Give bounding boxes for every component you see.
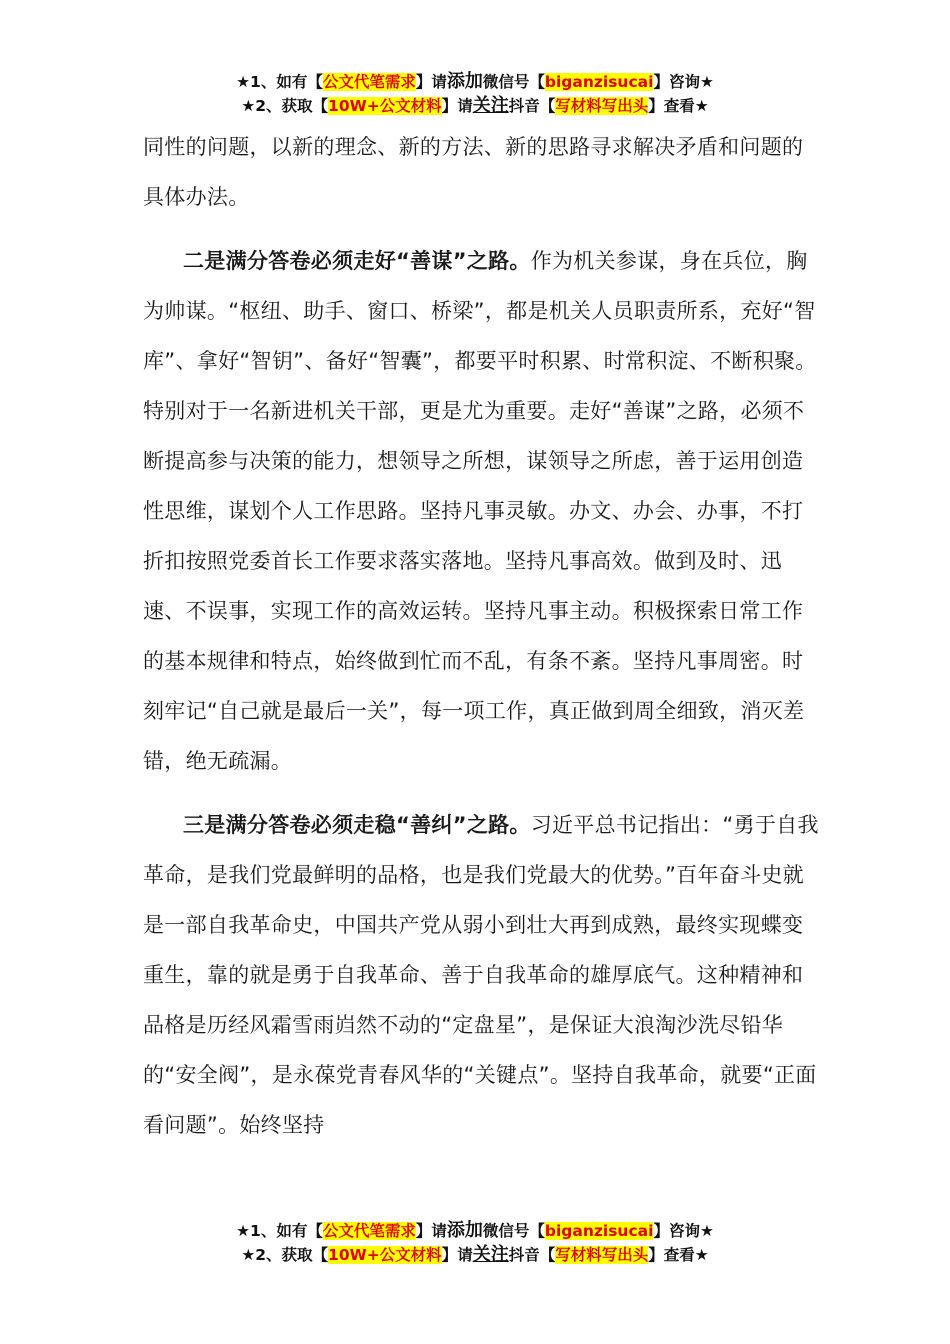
document-body xyxy=(143,122,823,1150)
banner-text: 】请 xyxy=(441,1246,473,1264)
banner-text: ★1、如有【 xyxy=(236,73,323,91)
banner-highlight: 公文代笔需求 xyxy=(322,1222,416,1240)
paragraph-3 xyxy=(143,800,823,1150)
banner-line-2 xyxy=(0,1243,950,1267)
banner-highlight: biganzisucai xyxy=(544,73,654,91)
banner-text: ★1、如有【 xyxy=(236,1222,323,1240)
banner-highlight: 10W+公文材料 xyxy=(328,97,442,115)
header-banner xyxy=(0,70,950,118)
banner-text: 】咨询★ xyxy=(653,73,714,91)
banner-line-2 xyxy=(0,94,950,118)
banner-text: 】查看★ xyxy=(648,97,709,115)
banner-highlight: biganzisucai xyxy=(544,1222,654,1240)
banner-text: 】查看★ xyxy=(648,1246,709,1264)
banner-text: 微信号【 xyxy=(482,1222,545,1240)
banner-text: ★2、获取【 xyxy=(241,97,329,115)
paragraph-1: 同性的问题，以新的理念、新的方法、新的思路寻求解决矛盾和问题的具体办法。 xyxy=(143,135,804,209)
banner-text: 微信号【 xyxy=(482,73,545,91)
banner-emphasis: 添加 xyxy=(446,1220,483,1241)
paragraph-text: 作为机关参谋，身在兵位，胸为帅谋。“枢纽、助手、窗口、桥梁”，都是机关人员职责所系，充好“智库”、拿好“智钥”、备好“智囊”，都要平时积累、时常积淀、不断积聚。特别对于一名新进机关干部，更是尤为重要。走好“善谋”之路，必须不断提高参与决策的能力，想领导之所想，谋领导之所虑，善于运用创造性思维，谋划个人工作思路。坚持凡事灵敏。办文、办会、办事，不打折扣按照党委首长工作要求落实落地。坚持凡事高效。做到及时、迅速、不误事，实现工作的高效运转。坚持凡事主动。积极探索日常工作的基本规律和特点，始终做到忙而不乱，有条不紊。坚持凡事周密。时刻牢记“自己就是最后一关”，每一项工作，真正做到周全细致，消灭差错，绝无疏漏。 xyxy=(143,249,817,773)
paragraph-lead: 二是满分答卷必须走好“善谋”之路。 xyxy=(183,249,531,273)
paragraph-lead: 三是满分答卷必须走稳“善纠”之路。 xyxy=(183,813,531,837)
banner-line-1 xyxy=(0,70,950,94)
banner-text: ★2、获取【 xyxy=(241,1246,329,1264)
banner-highlight: 10W+公文材料 xyxy=(328,1246,442,1264)
banner-text: 】咨询★ xyxy=(653,1222,714,1240)
banner-text: 】请 xyxy=(441,97,473,115)
banner-emphasis: 关注 xyxy=(472,95,509,116)
banner-emphasis: 关注 xyxy=(472,1244,509,1265)
banner-text: 】请 xyxy=(415,73,447,91)
banner-highlight: 公文代笔需求 xyxy=(322,73,416,91)
banner-text: 抖音【 xyxy=(508,97,556,115)
banner-highlight: 写材料写出头 xyxy=(555,97,649,115)
paragraph-2 xyxy=(143,236,823,786)
banner-highlight: 写材料写出头 xyxy=(555,1246,649,1264)
banner-text: 】请 xyxy=(415,1222,447,1240)
footer-banner xyxy=(0,1219,950,1267)
banner-line-1 xyxy=(0,1219,950,1243)
banner-emphasis: 添加 xyxy=(446,71,483,92)
banner-text: 抖音【 xyxy=(508,1246,556,1264)
paragraph-text: 习近平总书记指出：“勇于自我革命，是我们党最鲜明的品格，也是我们党最大的优势。”百年奋斗史就是一部自我革命史，中国共产党从弱小到壮大再到成熟，最终实现蝶变重生，靠的就是勇于自我革命、善于自我革命的雄厚底气。这种精神和品格是历经风霜雪雨岿然不动的“定盘星”，是保证大浪淘沙洗尽铅华的“安全阀”，是永葆党青春风华的“关键点”。坚持自我革命，就要“正面看问题”。始终坚持 xyxy=(143,813,819,1137)
